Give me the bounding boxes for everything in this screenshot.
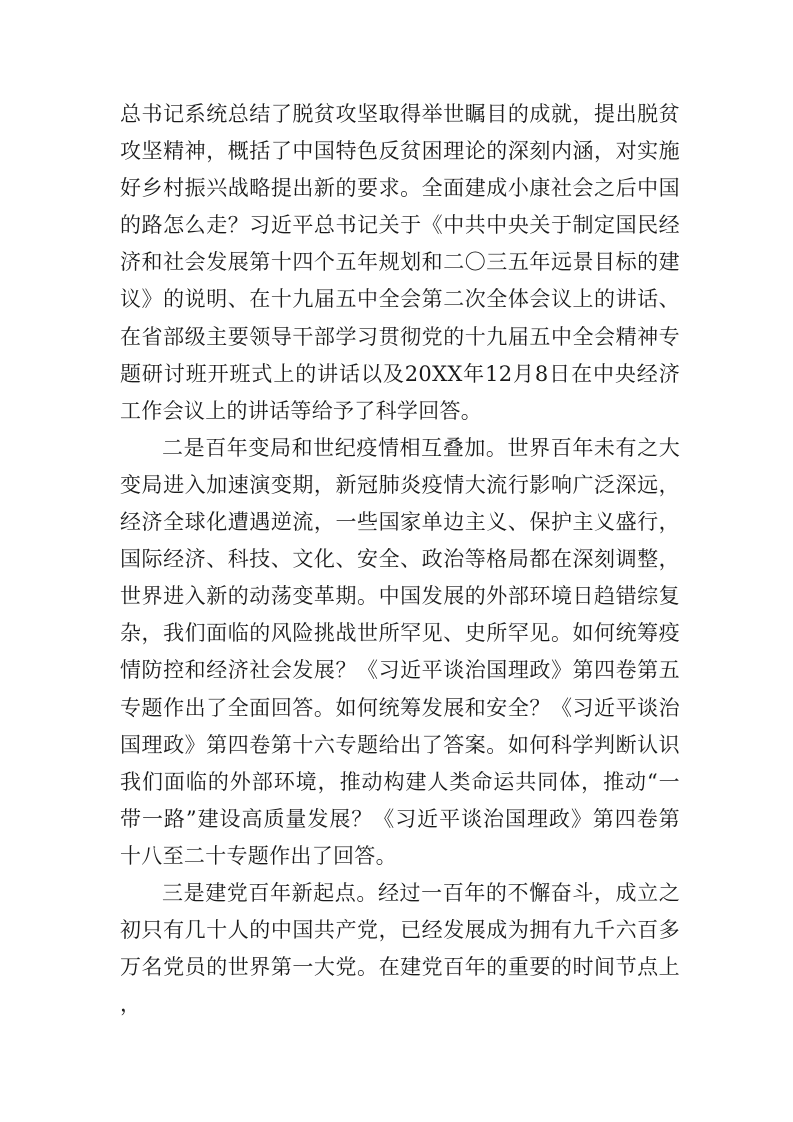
paragraph-continuation: 总书记系统总结了脱贫攻坚取得举世瞩目的成就，提出脱贫攻坚精神，概括了中国特色反贫困理论的深刻内涵，对实施好乡村振兴战略提出新的要求。全面建成小康社会之后中国的路怎么走？习近平总书记关于《中共中央关于制定国民经济和社会发展第十四个五年规划和二〇三五年远景目标的建议》的说明、在十九届五中全会第二次全体会议上的讲话、在省部级主要领导干部学习贯彻党的十九届五中全会精神专题研讨班开班式上的讲话以及20XX年12月8日在中央经济工作会议上的讲话等给予了科学回答。 — [120, 102, 680, 423]
paragraph-point-three: 三是建党百年新起点。经过一百年的不懈奋斗，成立之初只有几十人的中国共产党，已经发展成为拥有九千六百多万名党员的世界第一大党。在建党百年的重要的时间节点上， — [120, 880, 680, 1017]
document-body — [120, 96, 680, 1023]
paragraph-point-two: 二是百年变局和世纪疫情相互叠加。世界百年未有之大变局进入加速演变期，新冠肺炎疫情大流行影响广泛深远，经济全球化遭遇逆流，一些国家单边主义、保护主义盛行，国际经济、科技、文化、安全、政治等格局都在深刻调整，世界进入新的动荡变革期。中国发展的外部环境日趋错综复杂，我们面临的风险挑战世所罕见、史所罕见。如何统筹疫情防控和经济社会发展？《习近平谈治国理政》第四卷第五专题作出了全面回答。如何统筹发展和安全？《习近平谈治国理政》第四卷第十六专题给出了答案。如何科学判断认识我们面临的外部环境，推动构建人类命运共同体，推动“一带一路”建设高质量发展？《习近平谈治国理政》第四卷第十八至二十专题作出了回答。 — [120, 435, 680, 868]
